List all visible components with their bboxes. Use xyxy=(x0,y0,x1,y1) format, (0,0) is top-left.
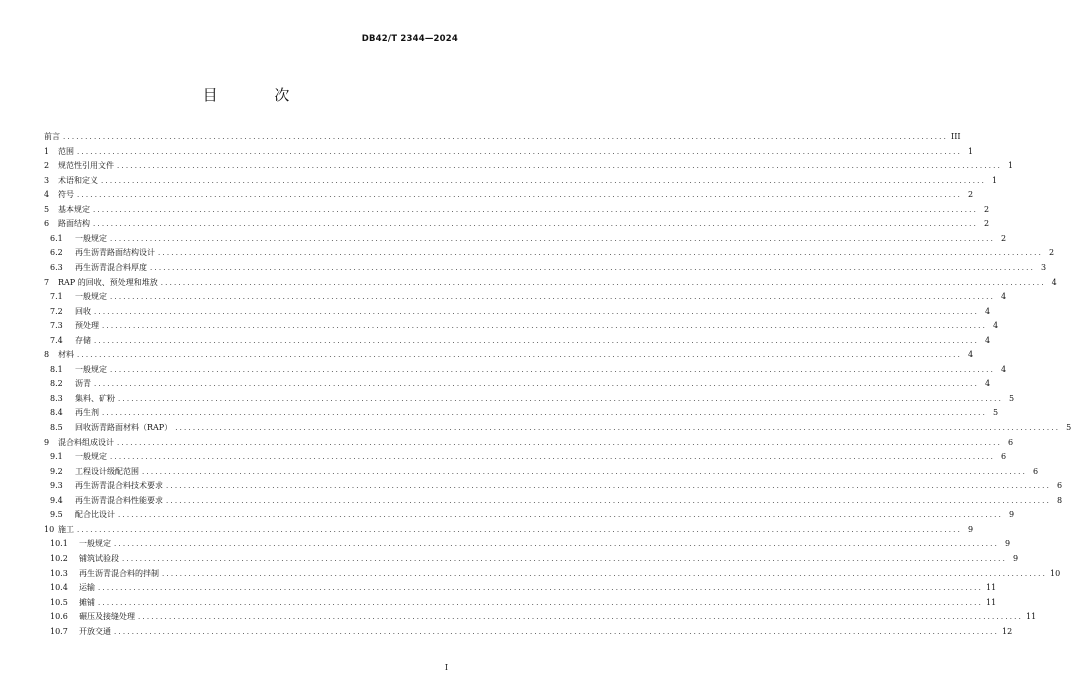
toc-entry-label: 预处理 xyxy=(75,321,99,331)
toc-entry-number: 8.3 xyxy=(50,393,63,403)
toc-dot-leader: ........................................................................................................................................................................................................ xyxy=(166,482,1052,491)
toc-entry-page: 2 xyxy=(983,219,990,229)
toc-entry-number: 6.1 xyxy=(50,233,63,243)
toc-entry-number: 9 xyxy=(44,437,50,447)
toc-dot-leader: ........................................................................................................................................................................................................ xyxy=(138,613,1024,622)
toc-entry-number: 8.2 xyxy=(50,379,63,389)
standard-code: DB42/T 2344—2024 xyxy=(361,34,458,44)
toc-entry[interactable] xyxy=(50,332,991,346)
toc-entry-page: 4 xyxy=(1000,292,1007,302)
toc-entry-number: 8.1 xyxy=(50,364,63,374)
toc-entry[interactable] xyxy=(50,623,1013,637)
toc-entry-page: 8 xyxy=(1056,495,1063,505)
toc-entry-label: 施工 xyxy=(58,524,74,534)
toc-entry-page: 3 xyxy=(1040,262,1047,272)
toc-entry-number: 9.4 xyxy=(50,495,63,505)
toc-dot-leader: ........................................................................................................................................................................................................ xyxy=(93,220,979,229)
toc-entry-number: 8.5 xyxy=(50,423,63,432)
toc-entry-label: 一般规定 xyxy=(75,292,107,302)
toc-entry-number: 4 xyxy=(44,190,50,200)
toc-entry-page: 12 xyxy=(1002,626,1013,636)
toc-entry-number: 10.5 xyxy=(50,597,68,607)
toc-entry-page: 6 xyxy=(1032,466,1039,476)
toc-entry-label: 一般规定 xyxy=(75,233,107,243)
toc-entry-label: 工程设计级配范围 xyxy=(75,466,139,476)
toc-entry-number: 8 xyxy=(44,350,50,360)
toc-entry[interactable] xyxy=(44,172,998,186)
toc-entry-label: 范围 xyxy=(58,146,74,156)
toc-entry[interactable] xyxy=(50,375,991,389)
toc-dot-leader: ........................................................................................................................................................................................................ xyxy=(118,394,1004,403)
toc-entry-page: 5 xyxy=(992,408,999,418)
toc-entry-page: 2 xyxy=(1048,248,1055,258)
toc-entry-label: 路面结构 xyxy=(58,219,90,229)
toc-entry-label: 回收 xyxy=(75,306,91,316)
toc-dot-leader: ........................................................................................................................................................................................................ xyxy=(117,162,1003,171)
toc-entry-page: 4 xyxy=(992,321,999,331)
toc-entry-page: 10 xyxy=(1050,568,1061,578)
toc-dot-leader: ........................................................................................................................................................................................................ xyxy=(162,569,1048,578)
toc-entry-page: 11 xyxy=(1026,612,1037,622)
toc-entry-page: 4 xyxy=(984,306,991,316)
toc-entry-page: 11 xyxy=(986,597,997,607)
toc-entry-number: 10.1 xyxy=(50,539,68,549)
toc-dot-leader: ........................................................................................................................................................................................................ xyxy=(94,336,980,345)
toc-entry-number: 9.5 xyxy=(50,510,63,520)
toc-dot-leader: ........................................................................................................................................................................................................ xyxy=(94,380,980,389)
toc-entry-page: 4 xyxy=(984,335,991,345)
toc-dot-leader: ........................................................................................................................................................................................................ xyxy=(101,176,987,185)
toc-entry-label: 存储 xyxy=(75,335,91,345)
toc-entry-number: 9.3 xyxy=(50,481,63,491)
toc-dot-leader: ........................................................................................................................................................................................................ xyxy=(117,438,1003,447)
toc-dot-leader: ........................................................................................................................................................................................................ xyxy=(63,133,949,141)
toc-entry-label: 一般规定 xyxy=(75,452,107,462)
toc-entry-number: 7.2 xyxy=(50,306,63,316)
toc-entry[interactable] xyxy=(44,143,974,157)
toc-entry-number: 1 xyxy=(44,146,50,156)
toc-dot-leader: ........................................................................................................................................................................................................ xyxy=(110,293,996,302)
toc-entry-label: 回收沥青路面材料（RAP） xyxy=(75,423,173,432)
toc-entry-label: 基本规定 xyxy=(58,204,90,214)
toc-dot-leader: ........................................................................................................................................................................................................ xyxy=(175,424,1061,432)
toc-dot-leader: ........................................................................................................................................................................................................ xyxy=(98,598,984,607)
toc-entry-number: 9.1 xyxy=(50,452,63,462)
toc-dot-leader: ........................................................................................................................................................................................................ xyxy=(122,554,1008,563)
toc-entry-page: 1 xyxy=(1007,161,1014,171)
toc-dot-leader: ........................................................................................................................................................................................................ xyxy=(166,496,1052,505)
toc-entry[interactable] xyxy=(44,128,961,142)
toc-entry-page: 9 xyxy=(1008,510,1015,520)
toc-dot-leader: ........................................................................................................................................................................................................ xyxy=(77,147,963,156)
toc-entry[interactable] xyxy=(44,346,974,360)
toc-entry-page: 1 xyxy=(991,175,998,185)
toc-entry-label: 一般规定 xyxy=(79,539,111,549)
toc-entry-label: 运输 xyxy=(79,583,95,593)
toc-dot-leader: ........................................................................................................................................................................................................ xyxy=(160,278,1046,287)
toc-entry[interactable] xyxy=(50,259,1047,273)
toc-entry[interactable] xyxy=(50,594,997,608)
toc-entry-label: 沥青 xyxy=(75,379,91,389)
toc-entry-number: 3 xyxy=(44,175,50,185)
toc-entry-label: 集料、矿粉 xyxy=(75,393,115,403)
toc-entry-label: 配合比设计 xyxy=(75,510,115,520)
toc-entry-number: 6.3 xyxy=(50,262,63,272)
toc-entry-page: 9 xyxy=(967,524,974,534)
toc-entry[interactable] xyxy=(50,361,1007,375)
toc-dot-leader: ........................................................................................................................................................................................................ xyxy=(158,249,1044,258)
toc-entry-label: 铺筑试验段 xyxy=(79,553,119,563)
toc-entry-page: 2 xyxy=(1000,233,1007,243)
toc-entry[interactable] xyxy=(44,186,974,200)
toc-entry-number: 10.7 xyxy=(50,626,68,636)
toc-entry-page: 4 xyxy=(967,350,974,360)
toc-entry-page: III xyxy=(951,132,961,141)
toc-entry-label: 碾压及接缝处理 xyxy=(79,612,135,622)
toc-entry-label: 再生剂 xyxy=(75,408,99,418)
toc-dot-leader: ........................................................................................................................................................................................................ xyxy=(110,234,996,243)
toc-entry[interactable] xyxy=(44,521,974,535)
toc-entry-number: 5 xyxy=(44,204,50,214)
toc-dot-leader: ........................................................................................................................................................................................................ xyxy=(110,365,996,374)
toc-entry-page: 5 xyxy=(1008,393,1015,403)
toc-dot-leader: ........................................................................................................................................................................................................ xyxy=(102,409,988,418)
toc-entry[interactable] xyxy=(50,477,1063,491)
toc-title: 目 次 xyxy=(202,86,316,104)
toc-dot-leader: ........................................................................................................................................................................................................ xyxy=(77,525,963,534)
toc-entry-label: 再生沥青混合料技术要求 xyxy=(75,481,163,491)
toc-entry-label: 术语和定义 xyxy=(58,175,98,185)
toc-entry[interactable] xyxy=(50,579,997,593)
toc-entry-page: 4 xyxy=(984,379,991,389)
toc-entry-number: 10.2 xyxy=(50,553,68,563)
toc-entry-number: 6 xyxy=(44,219,50,229)
toc-entry-number: 10.6 xyxy=(50,612,68,622)
toc-dot-leader: ........................................................................................................................................................................................................ xyxy=(150,263,1036,272)
toc-entry-label: 混合料组成设计 xyxy=(58,437,114,447)
toc-entry[interactable] xyxy=(44,274,1057,288)
page-number: I xyxy=(444,663,448,672)
toc-entry-page: 2 xyxy=(967,190,974,200)
toc-entry-number: 7 xyxy=(44,277,50,287)
toc-entry-number: 10 xyxy=(44,524,55,534)
toc-dot-leader: ........................................................................................................................................................................................................ xyxy=(77,191,963,200)
toc-entry-label: 一般规定 xyxy=(75,364,107,374)
toc-entry[interactable] xyxy=(50,244,1055,258)
toc-entry-number: 2 xyxy=(44,161,50,171)
toc-entry-page: 4 xyxy=(1000,364,1007,374)
toc-entry-number: 10.3 xyxy=(50,568,68,578)
toc-entry-number: 10.4 xyxy=(50,583,68,593)
toc-entry[interactable] xyxy=(44,201,990,215)
toc-entry-page: 6 xyxy=(1000,452,1007,462)
toc-entry-number: 7.4 xyxy=(50,335,63,345)
toc-entry-page: 4 xyxy=(1051,277,1057,287)
toc-entry[interactable] xyxy=(50,419,1071,433)
toc-dot-leader: ........................................................................................................................................................................................................ xyxy=(114,627,1000,636)
toc-entry-label: 再生沥青路面结构设计 xyxy=(75,248,155,258)
toc-dot-leader: ........................................................................................................................................................................................................ xyxy=(98,584,984,593)
toc-entry-page: 5 xyxy=(1066,423,1071,432)
toc-dot-leader: ........................................................................................................................................................................................................ xyxy=(94,307,980,316)
toc-entry-page: 9 xyxy=(1004,539,1011,549)
toc-entry[interactable] xyxy=(50,535,1011,549)
toc-entry[interactable] xyxy=(50,303,991,317)
toc-entry-label: 前言 xyxy=(44,132,60,141)
toc-dot-leader: ........................................................................................................................................................................................................ xyxy=(77,351,963,360)
toc-entry[interactable] xyxy=(44,215,990,229)
toc-entry[interactable] xyxy=(50,288,1007,302)
toc-entry[interactable] xyxy=(44,434,1014,448)
toc-entry-number: 7.1 xyxy=(50,292,63,302)
toc-entry[interactable] xyxy=(50,448,1007,462)
toc-dot-leader: ........................................................................................................................................................................................................ xyxy=(93,205,979,214)
toc-entry[interactable] xyxy=(50,506,1015,520)
toc-entry[interactable] xyxy=(50,317,999,331)
toc-entry-number: 9.2 xyxy=(50,466,63,476)
toc-dot-leader: ........................................................................................................................................................................................................ xyxy=(114,540,1000,549)
toc-entry-number: 8.4 xyxy=(50,408,63,418)
toc-dot-leader: ........................................................................................................................................................................................................ xyxy=(142,467,1028,476)
toc-entry-label: 开放交通 xyxy=(79,626,111,636)
toc-dot-leader: ........................................................................................................................................................................................................ xyxy=(110,453,996,462)
toc-entry-page: 6 xyxy=(1056,481,1063,491)
toc-entry-number: 7.3 xyxy=(50,321,63,331)
toc-entry-label: 材料 xyxy=(58,350,74,360)
toc-entry-page: 1 xyxy=(967,146,974,156)
toc-entry[interactable] xyxy=(50,608,1037,622)
toc-entry[interactable] xyxy=(50,550,1019,564)
toc-entry-label: 再生沥青混合料厚度 xyxy=(75,262,147,272)
toc-entry-page: 2 xyxy=(983,204,990,214)
toc-entry[interactable] xyxy=(50,492,1063,506)
toc-entry[interactable] xyxy=(44,157,1014,171)
toc-dot-leader: ........................................................................................................................................................................................................ xyxy=(102,322,988,331)
toc-entry[interactable] xyxy=(50,390,1015,404)
toc-entry-page: 9 xyxy=(1012,553,1019,563)
toc-entry-page: 6 xyxy=(1007,437,1014,447)
toc-entry[interactable] xyxy=(50,230,1007,244)
toc-entry-label: RAP 的回收、预处理和堆放 xyxy=(58,277,158,287)
toc-entry[interactable] xyxy=(50,404,999,418)
toc-dot-leader: ........................................................................................................................................................................................................ xyxy=(118,511,1004,520)
toc-entry-label: 再生沥青混合料性能要求 xyxy=(75,495,163,505)
toc-entry-label: 再生沥青混合料的拌制 xyxy=(79,568,159,578)
toc-entry-number: 6.2 xyxy=(50,248,63,258)
toc-entry[interactable] xyxy=(50,463,1039,477)
toc-entry-page: 11 xyxy=(986,583,997,593)
toc-entry-label: 符号 xyxy=(58,190,74,200)
toc-entry-label: 摊铺 xyxy=(79,597,95,607)
toc-entry[interactable] xyxy=(50,565,1061,579)
toc-entry-label: 规范性引用文件 xyxy=(58,161,114,171)
